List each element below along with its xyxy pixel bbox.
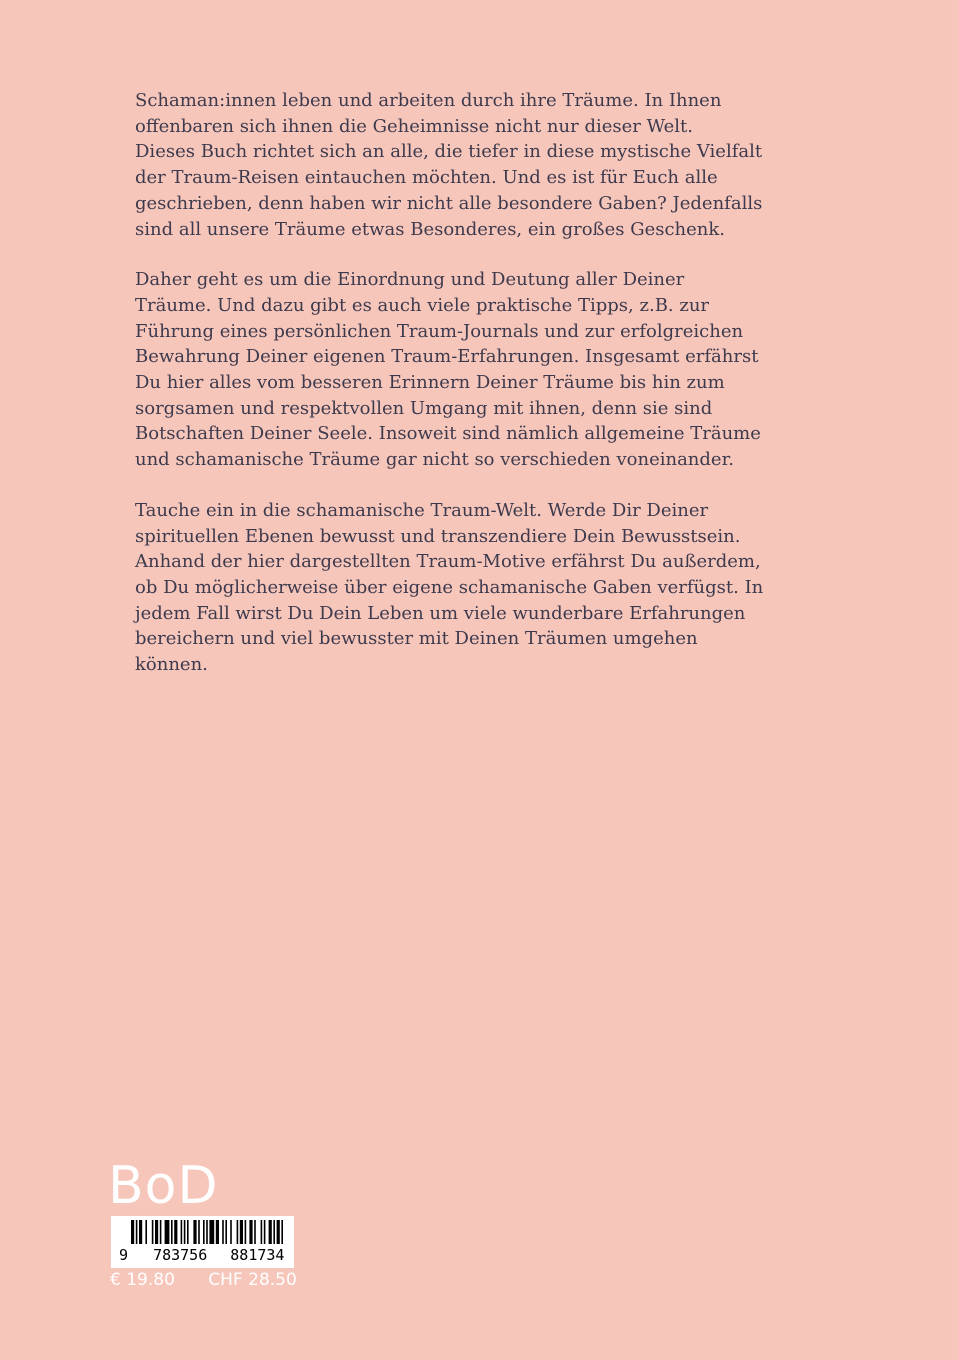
text-line: offenbaren sich ihnen die Geheimnisse nicht nur dieser Welt. — [135, 115, 693, 137]
barcode-bar — [193, 1220, 196, 1244]
text-line: Tauche ein in die schamanische Traum-Welt. Werde Dir Deiner — [135, 499, 709, 521]
text-line: Träume. Und dazu gibt es auch viele praktische Tipps, z.B. zur — [135, 294, 710, 316]
barcode-bar — [264, 1220, 266, 1244]
isbn-digit-group-1: 783756 — [153, 1246, 208, 1264]
isbn-digit-group-2: 881734 — [230, 1246, 285, 1264]
price-eur: € 19.80 — [110, 1270, 175, 1290]
text-line: jedem Fall wirst Du Dein Leben um viele wunderbare Erfahrungen — [135, 602, 746, 624]
barcode-bar — [240, 1220, 243, 1244]
barcode-bar — [174, 1220, 177, 1244]
text-line: sind all unsere Träume etwas Besonderes, ein großes Geschenk. — [135, 218, 726, 240]
barcode-bar — [152, 1220, 154, 1244]
text-line: sorgsamen und respektvollen Umgang mit ihnen, denn sie sind — [135, 397, 713, 419]
barcode-bar — [171, 1220, 173, 1244]
barcode-bar — [222, 1220, 224, 1244]
blurb-paragraph-2 — [135, 267, 815, 473]
barcode-bar — [181, 1220, 183, 1244]
barcode-bar — [139, 1220, 142, 1244]
text-line: Bewahrung Deiner eigenen Traum-Erfahrungen. Insgesamt erfährst — [135, 346, 759, 368]
barcode-bar — [209, 1220, 214, 1244]
price-line — [110, 1270, 297, 1290]
blurb-paragraph-1 — [135, 88, 815, 242]
barcode-bar — [184, 1220, 186, 1244]
text-line: der Traum-Reisen eintauchen möchten. Und es ist für Euch alle — [135, 167, 718, 189]
text-line: und schamanische Träume gar nicht so verschieden voneinander. — [135, 449, 734, 471]
barcode-bar — [261, 1220, 263, 1244]
isbn-barcode — [111, 1216, 294, 1268]
barcode-bar — [237, 1220, 239, 1244]
barcode-bar — [245, 1220, 247, 1244]
barcode-bar — [277, 1220, 280, 1244]
barcode-bar — [187, 1220, 189, 1244]
isbn-digits — [119, 1246, 284, 1264]
text-line: Schaman:innen leben und arbeiten durch ihre Träume. In Ihnen — [135, 90, 722, 111]
text-line: können. — [135, 654, 208, 676]
barcode-bar — [131, 1220, 134, 1244]
text-line: bereichern und viel bewusster mit Deinen Träumen umgehen — [135, 628, 698, 650]
publisher-logo: BoD — [108, 1156, 219, 1216]
barcode-bar — [203, 1220, 205, 1244]
text-line: ob Du möglicherweise über eigene schamanische Gaben verfügst. In — [135, 576, 764, 598]
price-chf: CHF 28.50 — [208, 1270, 297, 1290]
barcode-bar — [269, 1220, 272, 1244]
isbn-first-digit: 9 — [119, 1246, 129, 1264]
text-line: Dieses Buch richtet sich an alle, die tiefer in diese mystische Vielfalt — [135, 141, 763, 163]
text-line: geschrieben, denn haben wir nicht alle besondere Gaben? Jedenfalls — [135, 192, 763, 214]
text-line: spirituellen Ebenen bewusst und transzendiere Dein Bewusstsein. — [135, 525, 741, 547]
back-cover-blurb — [135, 88, 815, 703]
barcode-bar — [160, 1220, 162, 1244]
barcode-bar — [155, 1220, 158, 1244]
barcode-bar — [254, 1220, 256, 1244]
barcode-bar — [273, 1220, 275, 1244]
text-line: Anhand der hier dargestellten Traum-Motive erfährst Du außerdem, — [135, 551, 761, 573]
barcode-bar — [225, 1220, 227, 1244]
barcode-bar — [230, 1220, 232, 1244]
text-line: Führung eines persönlichen Traum-Journals und zur erfolgreichen — [135, 320, 744, 342]
text-line: Botschaften Deiner Seele. Insoweit sind nämlich allgemeine Träume — [135, 423, 761, 445]
barcode-bar — [136, 1220, 138, 1244]
barcode-bar — [165, 1220, 170, 1244]
blurb-paragraph-3 — [135, 498, 815, 678]
barcode-bar — [145, 1220, 147, 1244]
barcode-bar — [281, 1220, 283, 1244]
text-line: Du hier alles vom besseren Erinnern Deiner Träume bis hin zum — [135, 372, 725, 394]
barcode-bar — [249, 1220, 252, 1244]
barcode-bar — [198, 1220, 200, 1244]
barcode-bar — [216, 1220, 219, 1244]
barcode-bar — [206, 1220, 208, 1244]
text-line: Daher geht es um die Einordnung und Deutung aller Deiner — [135, 269, 685, 291]
